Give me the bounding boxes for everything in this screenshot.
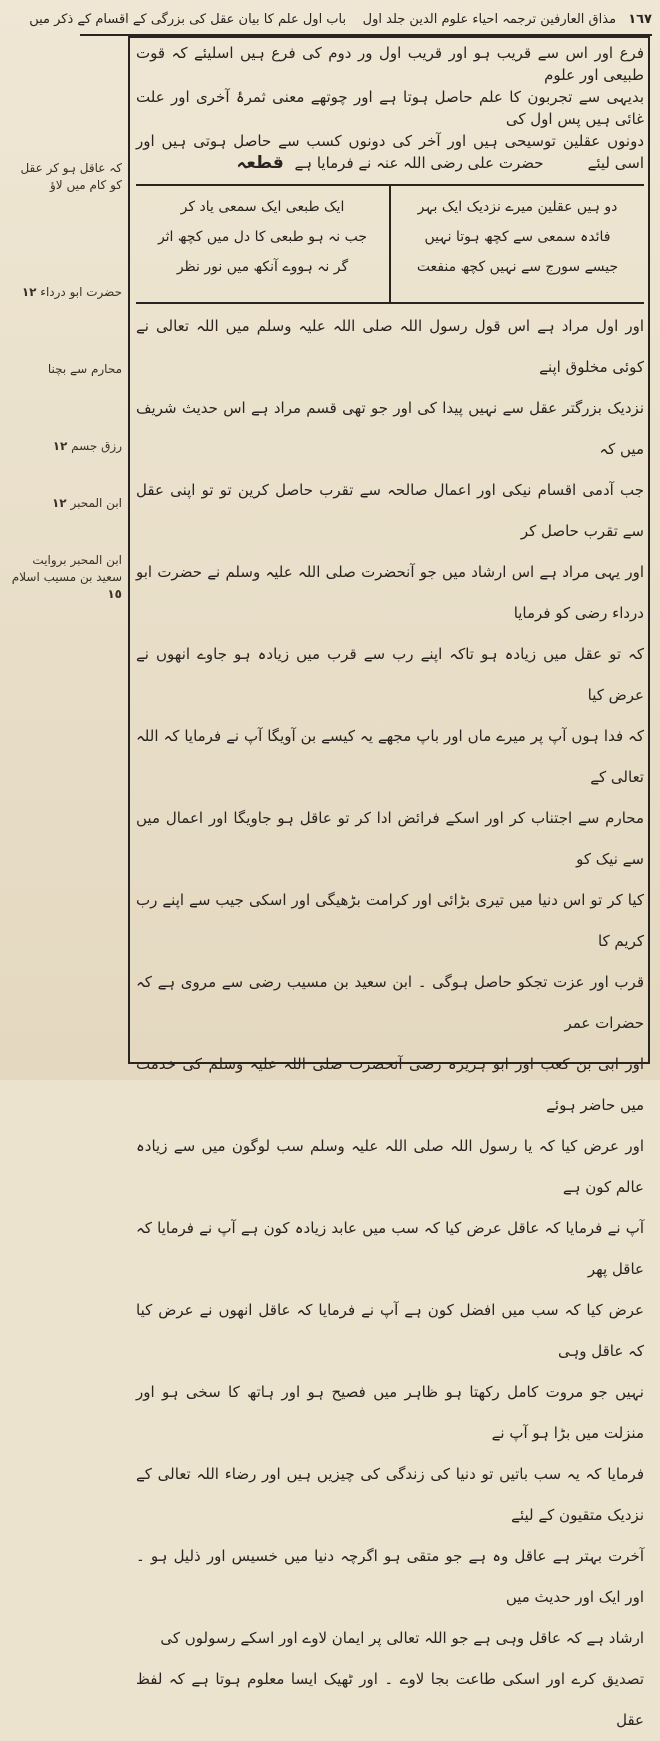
verse-line: جب نہ ہو طبعی کا دل میں کچھ اثر [157,229,368,245]
verse-right-column [391,186,644,302]
margin-note [6,160,122,194]
verse-line: دو ہیں عقلین میرے نزدیک ایک بہر [417,199,618,215]
margin-note [6,495,122,512]
margin-note-text: ابن المحبر [70,496,122,510]
text-line: آخرت بہتر ہے عاقل وہ ہے جو متقی ہو اگرچہ دنیا میں خسیس اور ذلیل ہو ۔ اور ایک اور حدیث میں [136,1547,644,1606]
verse-left-column [136,186,389,302]
margin-note-text: محارم سے بچنا [47,362,122,376]
text-line: کیا کر تو اس دنیا میں تیری بڑائی اور کرامت بڑھیگی اور اسکی جیب سے اپنے رب کریم کا [136,891,644,950]
book-title: مذاق العارفین ترجمہ احیاء علوم الدین جلد اول [362,12,617,27]
text-line: تصدیق کرے اور اسکی طاعت بجا لاوے ۔ اور ٹھیک ایسا معلوم ہوتا ہے کہ لفظ عقل [136,1670,644,1729]
text-line: نزدیک بزرگتر عقل سے نہیں پیدا کی اور جو تھی قسم مراد ہے اس حدیث شریف میں کہ [136,399,644,458]
verse-heading [136,148,644,178]
page-number: ١٦٧ [628,12,652,27]
running-header [29,6,652,36]
margin-note [6,438,122,455]
verse-line: فائدہ سمعی سے کچھ ہوتا نہیں [424,229,611,245]
margin-note-text: حضرت ابو درداء [40,285,122,299]
margin-note [6,284,122,301]
margin-note-text: کہ عاقل ہو کر عقل کو کام میں لاؤ [20,161,122,192]
text-line: اور یہی مراد ہے اس ارشاد میں جو آنحضرت صلی اللہ علیہ وسلم نے حضرت ابو درداء رضی کو فرمایا [136,563,644,622]
margin-note-number: ١٥ [107,587,122,601]
text-line: محارم سے اجتناب کر اور اسکے فرائض ادا کر تو عاقل ہو جاویگا اور اعمال میں سے نیک کو [136,809,644,868]
verse-heading-tag: قطعہ [236,153,284,173]
body-text [136,306,644,1729]
text-line: نہیں جو مروت کامل رکھتا ہو ظاہر میں فصیح ہو اور ہاتھ کا سخی ہو اور منزلت میں بڑا ہو آپ نے [136,1383,644,1442]
text-line: کہ تو عقل میں زیادہ ہو تاکہ اپنے رب سے قرب میں زیادہ ہو جاوے انھوں نے عرض کیا [136,645,644,704]
margin-note [6,552,122,603]
text-line: اور عرض کیا کہ یا رسول اللہ صلی اللہ علیہ وسلم سب لوگون میں سے زیادہ عالم کون ہے [136,1137,644,1196]
verse-table [136,184,644,304]
verse-line: جیسے سورج سے نہیں کچھ منفعت [416,259,619,275]
text-line: عرض کیا کہ سب میں افضل کون ہے آپ نے فرمایا کہ عاقل انھوں نے عرض کیا کہ عاقل وہی [136,1301,644,1360]
verse-line: ایک طبعی ایک سمعی یاد کر [180,199,345,215]
margin-notes [6,160,122,1040]
text-line: قرب اور عزت تجکو حاصل ہوگی ۔ ابن سعید بن مسیب رضی سے مروی ہے کہ حضرات عمر [136,973,644,1032]
margin-note-number: ١٢ [51,496,67,510]
margin-note-number: ١٢ [52,439,68,453]
margin-note-text: رزق جسم [71,439,122,453]
text-line: فرمایا کہ یہ سب باتیں تو دنیا کی زندگی کی چیزیں ہیں اور رضاء اللہ تعالی کے نزدیک متقیون کے لیئے [136,1465,644,1524]
verse-line: گر نہ ہووے آنکھ میں نور نظر [176,259,349,275]
text-line: دونوں عقلین توسیحی ہیں اور آخر کی دونوں کسب سے حاصل ہوتی ہیں اور اسی لیئے [136,132,644,172]
text-line: کہ فدا ہوں آپ پر میرے ماں اور باپ مجھے یہ کیسے بن آویگا آپ نے فرمایا کہ اللہ تعالی کے [136,727,644,786]
text-line: اور ابی بن کعب اور ابو ہریرہ رضی آنحضرت صلی اللہ علیہ وسلم کی خدمت میں حاضر ہوئے [136,1055,644,1114]
text-line: ارشاد ہے کہ عاقل وہی ہے جو اللہ تعالی پر ایمان لاوے اور اسکے رسولوں کی [160,1629,644,1647]
margin-note-text: ابن المحبر بروایت سعید بن مسیب اسلام [11,553,122,584]
margin-note [6,361,122,378]
text-line: فرع اور اس سے قریب ہو اور قریب اول ور دوم کی فرع ہیں اسلیئے کہ قوت طبیعی اور علوم [136,44,644,84]
text-line: بدیہی سے تجربون کا علم حاصل ہوتا ہے اور چوتھے معنی ثمرۂ آخری اور علت غائی ہیں پس اول کی [136,88,644,128]
text-line: آپ نے فرمایا کہ عاقل عرض کیا کہ سب میں عابد زیادہ کون ہے آپ نے فرمایا کہ عاقل پھر [136,1219,644,1278]
text-line: اور اول مراد ہے اس قول رسول اللہ صلی اللہ علیہ وسلم میں اللہ تعالی نے کوئی مخلوق اپنے [136,317,644,376]
text-line: جب آدمی اقسام نیکی اور اعمال صالحہ سے تقرب حاصل کرین تو تو اپنی عقل سے تقرب حاصل کر [136,481,644,540]
margin-note-number: ١٢ [21,285,37,299]
chapter-subtitle: باب اول علم کا بیان عقل کی بزرگی کے اقسام کے ذکر میں [29,12,347,27]
verse-heading-text: حضرت علی رضی اللہ عنہ نے فرمایا ہے [294,154,544,172]
